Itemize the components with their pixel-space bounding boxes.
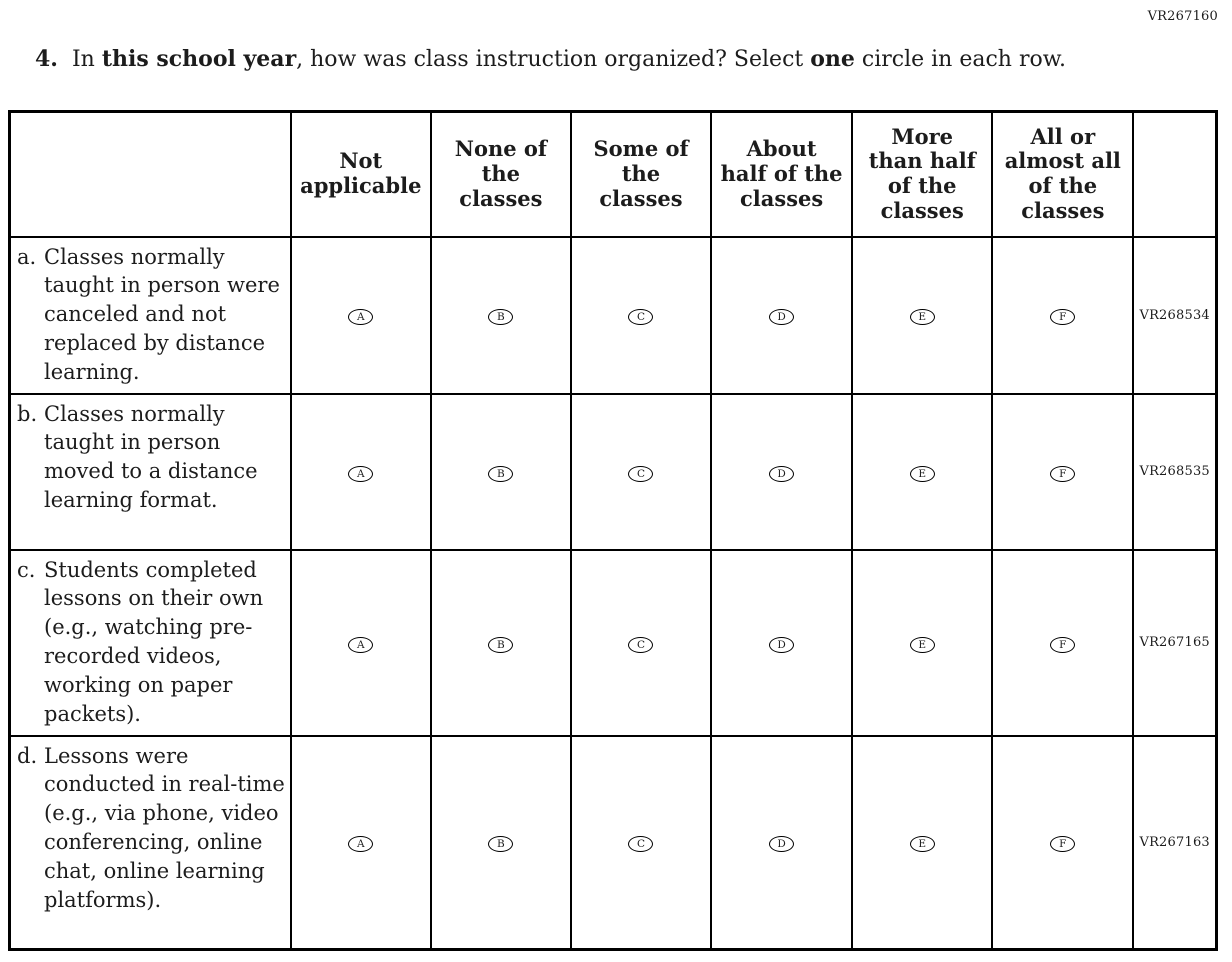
question-bold-one: one — [810, 46, 855, 72]
column-header-5: More than half of the classes — [852, 112, 992, 237]
option-cell — [431, 394, 571, 550]
option-cell — [852, 550, 992, 736]
row-letter: b. — [17, 401, 38, 426]
option-cell — [852, 237, 992, 394]
table-row-d — [10, 736, 1217, 950]
option-circle-b[interactable]: B — [488, 309, 513, 325]
option-circle-e[interactable]: E — [910, 466, 935, 482]
option-cell — [291, 394, 431, 550]
code-column-header-empty — [1133, 112, 1216, 237]
option-cell — [291, 736, 431, 950]
option-cell — [571, 394, 711, 550]
option-circle-a[interactable]: A — [348, 637, 373, 653]
table-header-row — [10, 112, 1217, 237]
option-circle-b[interactable]: B — [488, 637, 513, 653]
form-code: VR267160 — [1147, 9, 1218, 24]
option-circle-a[interactable]: A — [348, 309, 373, 325]
row-code: VR268534 — [1133, 237, 1216, 394]
question-bold-school-year: this school year — [101, 46, 297, 72]
option-circle-b[interactable]: B — [488, 836, 513, 852]
instruction-organization-table — [8, 110, 1218, 951]
option-cell — [291, 550, 431, 736]
question-number: 4. — [35, 46, 58, 72]
option-circle-d[interactable]: D — [769, 466, 794, 482]
option-circle-f[interactable]: F — [1050, 637, 1075, 653]
option-cell — [852, 736, 992, 950]
column-header-4: About half of the classes — [711, 112, 852, 237]
option-cell — [711, 550, 852, 736]
table-row-c — [10, 550, 1217, 736]
option-cell — [992, 550, 1133, 736]
option-circle-f[interactable]: F — [1050, 309, 1075, 325]
option-cell — [431, 550, 571, 736]
option-circle-f[interactable]: F — [1050, 466, 1075, 482]
question-text — [35, 46, 1066, 72]
row-letter: d. — [17, 743, 38, 768]
question-prefix: In — [71, 47, 102, 72]
option-cell — [852, 394, 992, 550]
option-cell — [431, 736, 571, 950]
row-text: Classes normally taught in person moved to a distance learning format. — [44, 401, 258, 513]
option-cell — [571, 237, 711, 394]
row-item-cell — [10, 736, 291, 950]
option-circle-d[interactable]: D — [769, 637, 794, 653]
option-circle-d[interactable]: D — [769, 836, 794, 852]
option-circle-f[interactable]: F — [1050, 836, 1075, 852]
row-letter: c. — [17, 557, 36, 582]
row-code: VR268535 — [1133, 394, 1216, 550]
column-header-6: All or almost all of the classes — [992, 112, 1133, 237]
option-circle-d[interactable]: D — [769, 309, 794, 325]
option-circle-e[interactable]: E — [910, 637, 935, 653]
option-circle-a[interactable]: A — [348, 466, 373, 482]
option-cell — [992, 394, 1133, 550]
row-item-cell — [10, 394, 291, 550]
row-code: VR267165 — [1133, 550, 1216, 736]
option-cell — [571, 736, 711, 950]
option-circle-e[interactable]: E — [910, 836, 935, 852]
row-item-cell — [10, 550, 291, 736]
option-cell — [711, 237, 852, 394]
row-text: Students completed lessons on their own (e.g., watching pre-recorded videos, working on paper packets). — [44, 557, 264, 727]
column-header-2: None of the classes — [431, 112, 571, 237]
option-cell — [431, 237, 571, 394]
table-row-a — [10, 237, 1217, 394]
row-text: Classes normally taught in person were canceled and not replaced by distance learning. — [44, 244, 280, 385]
option-circle-b[interactable]: B — [488, 466, 513, 482]
option-cell — [571, 550, 711, 736]
option-circle-c[interactable]: C — [628, 637, 653, 653]
option-circle-a[interactable]: A — [348, 836, 373, 852]
question-middle: , how was class instruction organized? Select — [296, 47, 811, 72]
question-suffix: circle in each row. — [854, 47, 1066, 72]
row-code: VR267163 — [1133, 736, 1216, 950]
option-cell — [711, 736, 852, 950]
option-cell — [711, 394, 852, 550]
table-row-b — [10, 394, 1217, 550]
option-cell — [992, 736, 1133, 950]
row-item-cell — [10, 237, 291, 394]
option-circle-c[interactable]: C — [628, 836, 653, 852]
item-column-header-empty — [10, 112, 291, 237]
column-header-1: Not applicable — [291, 112, 431, 237]
option-circle-e[interactable]: E — [910, 309, 935, 325]
row-text: Lessons were conducted in real-time (e.g., via phone, video conferencing, online chat, online learning platforms). — [44, 743, 285, 913]
row-letter: a. — [17, 244, 37, 269]
option-cell — [992, 237, 1133, 394]
column-header-3: Some of the classes — [571, 112, 711, 237]
option-circle-c[interactable]: C — [628, 309, 653, 325]
option-cell — [291, 237, 431, 394]
option-circle-c[interactable]: C — [628, 466, 653, 482]
